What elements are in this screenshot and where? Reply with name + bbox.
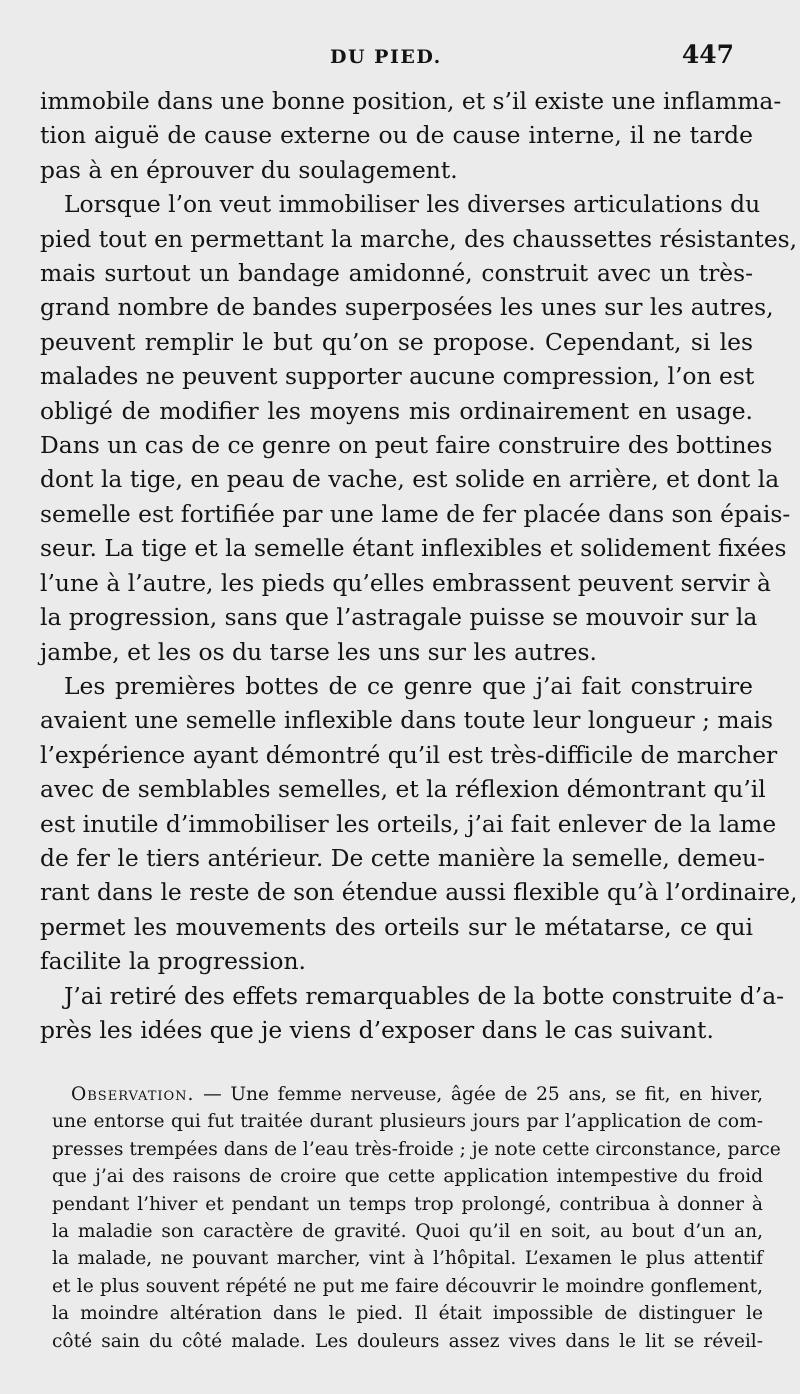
- text-line: grand nombre de bandes superposées les unes sur les autres,: [40, 293, 774, 322]
- observation-line: et le plus souvent répété ne put me faire découvrir le moindre gonflement,: [52, 1275, 763, 1297]
- text-line: avec de semblables semelles, et la réflexion démontrant qu’il: [40, 775, 766, 804]
- text-line: Les premières bottes de ce genre que j’ai fait construire: [64, 671, 753, 700]
- text-line: mais surtout un bandage amidonné, construit avec un très-: [40, 259, 753, 288]
- text-line: immobile dans une bonne position, et s’il existe une inflamma-: [40, 87, 782, 115]
- text-line: est inutile d’immobiliser les orteils, j’ai fait enlever de la lame: [40, 809, 777, 838]
- text-line: rant dans le reste de son étendue aussi flexible qu’à l’ordinaire,: [40, 878, 798, 907]
- observation-text: — Une femme nerveuse, âgée de 25 ans, se fit, en hiver,: [194, 1084, 763, 1105]
- text-line: semelle est fortifiée par une lame de fer placée dans son épais-: [40, 499, 791, 528]
- observation-first-line: [52, 1081, 763, 1108]
- observation-line: côté sain du côté malade. Les douleurs assez vives dans le lit se réveil-: [52, 1330, 763, 1352]
- observation-line: une entorse qui fut traitée durant plusieurs jours par l’application de com-: [52, 1111, 763, 1133]
- text-line: dont la tige, en peau de vache, est solide en arrière, et dont la: [40, 465, 780, 494]
- text-line: facilite la progression.: [40, 947, 306, 976]
- text-line: pas à en éprouver du soulagement.: [40, 155, 458, 184]
- observation-block: [52, 1081, 781, 1355]
- text-line: J’ai retiré des effets remarquables de la botte construite d’a-: [64, 981, 785, 1010]
- text-line: permet les mouvements des orteils sur le métatarse, ce qui: [40, 912, 753, 941]
- text-line: l’expérience ayant démontré qu’il est très-difficile de marcher: [40, 740, 778, 769]
- text-line: la progression, sans que l’astragale puisse se mouvoir sur la: [40, 603, 758, 632]
- main-text: [40, 84, 798, 1047]
- paragraph: [40, 187, 798, 669]
- text-line: peuvent remplir le but qu’on se propose. Cependant, si les: [40, 327, 753, 356]
- text-line: pied tout en permettant la marche, des chaussettes résistantes,: [40, 224, 798, 253]
- text-line: l’une à l’autre, les pieds qu’elles embrassent peuvent servir à: [40, 568, 771, 597]
- text-line: de fer le tiers antérieur. De cette manière la semelle, demeu-: [40, 843, 766, 872]
- text-line: avaient une semelle inflexible dans toute leur longueur ; mais: [40, 706, 774, 735]
- observation-line: presses trempées dans de l’eau très-froide ; je note cette circonstance, parce: [52, 1138, 781, 1160]
- text-line: tion aiguë de cause externe ou de cause interne, il ne tarde: [40, 121, 753, 150]
- page-header: [0, 40, 800, 80]
- running-title: DU PIED.: [330, 46, 442, 68]
- observation-line: pendant l’hiver et pendant un temps trop prolongé, contribua à donner à: [52, 1193, 763, 1215]
- text-line: Dans un cas de ce genre on peut faire construire des bottines: [40, 431, 773, 460]
- text-line: malades ne peuvent supporter aucune compression, l’on est: [40, 362, 755, 391]
- paragraph: [40, 669, 798, 979]
- page-number: 447: [681, 40, 734, 69]
- observation-label: Observation.: [71, 1084, 195, 1105]
- observation-line: que j’ai des raisons de croire que cette application intempestive du froid: [52, 1166, 763, 1188]
- observation-line: la maladie son caractère de gravité. Quoi qu’il en soit, au bout d’un an,: [52, 1221, 763, 1243]
- text-line: obligé de modifier les moyens mis ordinairement en usage.: [40, 396, 753, 425]
- paragraph: [40, 979, 785, 1048]
- observation-line: la malade, ne pouvant marcher, vint à l’hôpital. L’examen le plus attentif: [52, 1248, 763, 1270]
- observation-line: la moindre altération dans le pied. Il était impossible de distinguer le: [52, 1303, 763, 1325]
- text-line: seur. La tige et la semelle étant inflexibles et solidement fixées: [40, 534, 787, 563]
- text-line: près les idées que je viens d’exposer dans le cas suivant.: [40, 1015, 714, 1044]
- text-line: Lorsque l’on veut immobiliser les diverses articulations du: [64, 190, 761, 219]
- paragraph: [40, 84, 782, 187]
- text-line: jambe, et les os du tarse les uns sur les autres.: [40, 637, 597, 666]
